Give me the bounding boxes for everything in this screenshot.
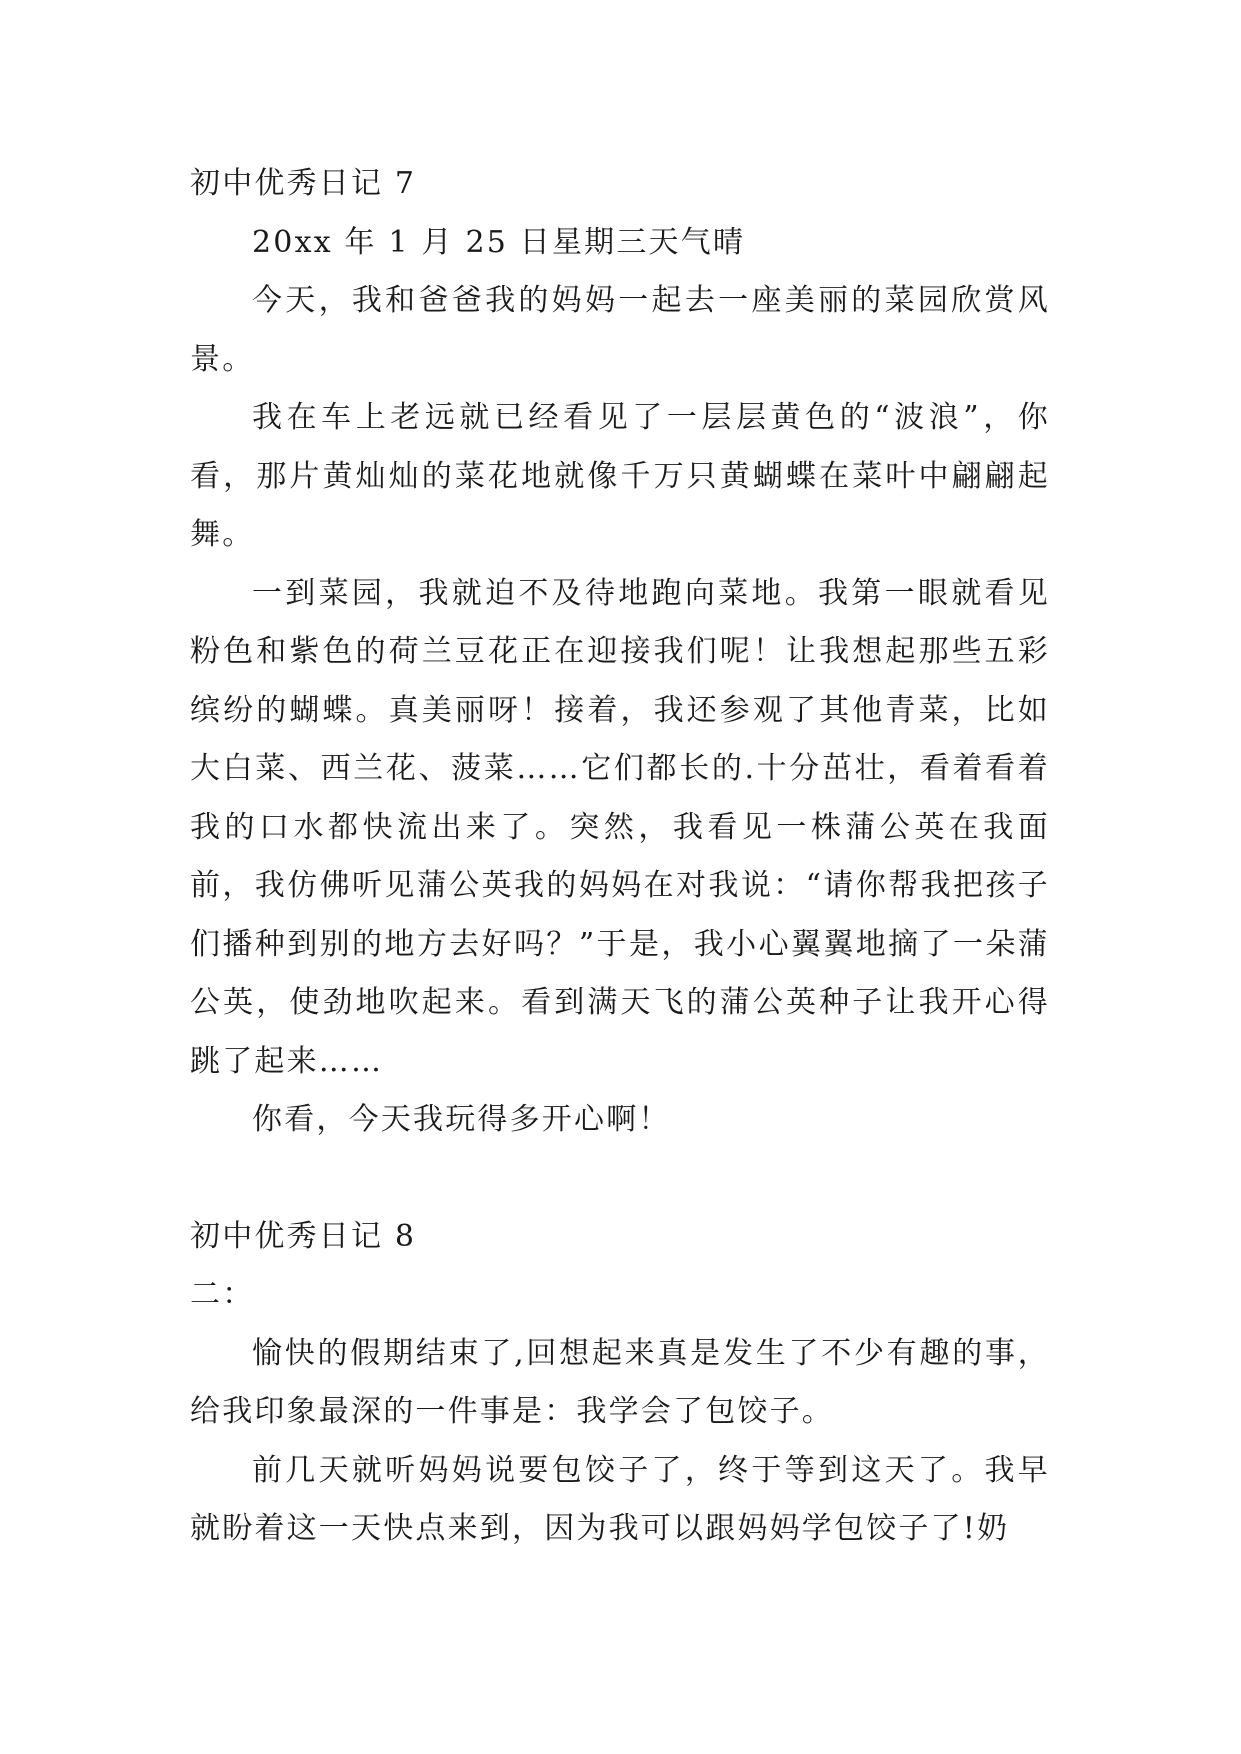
document-body — [190, 155, 1050, 1559]
diary-7-paragraph: 我在车上老远就已经看见了一层层黄色的“波浪”，你看，那片黄灿灿的菜花地就像千万只黄蝴蝶在菜叶中翩翩起舞。 — [190, 400, 1050, 552]
diary-7-paragraph: 一到菜园，我就迫不及待地跑向菜地。我第一眼就看见粉色和紫色的荷兰豆花正在迎接我们呢！让我想起那些五彩缤纷的蝴蝶。真美丽呀！接着，我还参观了其他青菜，比如大白菜、西兰花、菠菜……它们都长的.十分茁壮，看着看着我的口水都快流出来了。突然，我看见一株蒲公英在我面前，我仿佛听见蒲公英我的妈妈在对我说：“请你帮我把孩子们播种到别的地方去好吗？”于是，我小心翼翼地摘了一朵蒲公英，使劲地吹起来。看到满天飞的蒲公英种子让我开心得跳了起来…… — [190, 575, 1050, 1079]
diary-8-subtitle: 二： — [190, 1277, 255, 1312]
diary-8-paragraph: 愉快的假期结束了,回想起来真是发生了不少有趣的事，给我印象最深的一件事是：我学会了包饺子。 — [190, 1335, 1050, 1429]
diary-entry-7 — [190, 155, 1050, 1150]
diary-entry-8 — [190, 1208, 1050, 1559]
diary-7-paragraph: 今天，我和爸爸我的妈妈一起去一座美丽的菜园欣赏风景。 — [190, 283, 1050, 377]
diary-7-title: 初中优秀日记 7 — [190, 166, 417, 201]
diary-8-paragraph: 前几天就听妈妈说要包饺子了，终于等到这天了。我早就盼着这一天快点来到，因为我可以跟妈妈学包饺子了!奶 — [190, 1452, 1050, 1546]
diary-7-date-line: 20xx 年 1 月 25 日星期三天气晴 — [252, 224, 746, 260]
diary-7-paragraph: 你看，今天我玩得多开心啊！ — [252, 1102, 671, 1137]
diary-8-title: 初中优秀日记 8 — [190, 1218, 417, 1254]
section-spacer — [190, 1150, 1050, 1208]
